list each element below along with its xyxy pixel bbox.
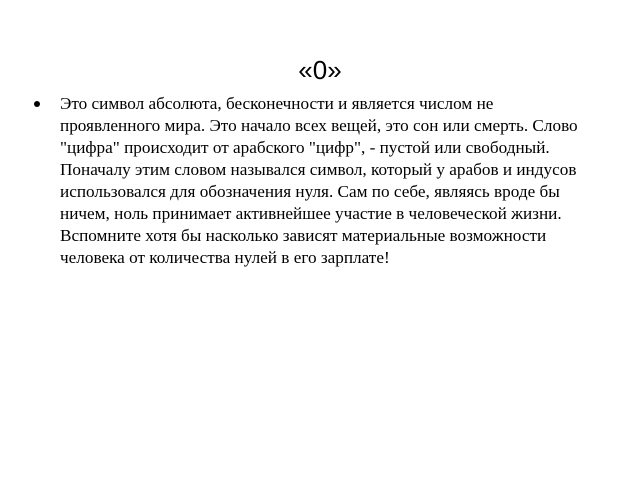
slide-title: «0»	[298, 55, 342, 85]
bullet-item	[32, 93, 592, 269]
bullet-dot-icon	[34, 101, 40, 107]
bullet-list	[32, 93, 592, 269]
bullet-text: Это символ абсолюта, бесконечности и является числом не проявленного мира. Это начало всех вещей, это сон или смерть. Слово "цифра" происходит от арабского "цифр", - пустой или свободный. Поначалу этим словом назывался символ, который у арабов и индусов использовался для обозначения нуля. Сам по себе, являясь вроде бы ничем, ноль принимает активнейшее участие в человеческой жизни. Вспомните хотя бы насколько зависят материальные возможности человека от количества нулей в его зарплате!	[60, 94, 578, 267]
